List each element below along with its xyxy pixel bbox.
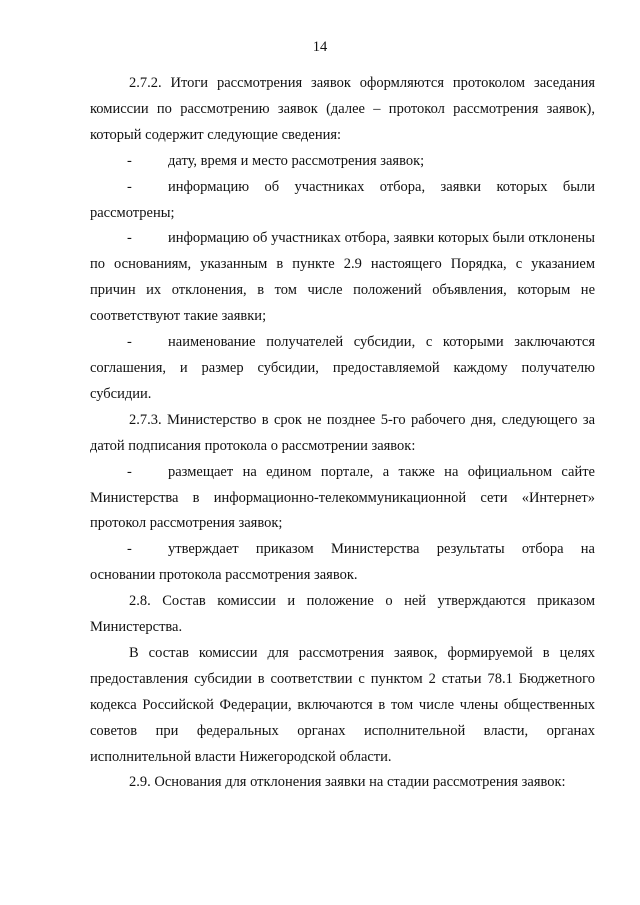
list-item-reviewed-participants (90, 175, 595, 227)
list-item-text: наименование получателей субсидии, с которыми заключаются соглашения, и размер субсидии, предоставляемой каждому получателю субсидии. (90, 334, 595, 402)
list-item-rejected-participants (90, 226, 595, 330)
list-item-publishes-protocol (90, 460, 595, 538)
paragraph-2-7-3: 2.7.3. Министерство в срок не позднее 5-го рабочего дня, следующего за датой подписания протокола о рассмотрении заявок: (90, 411, 595, 454)
page-number: 14 (312, 39, 328, 55)
list-item-approves-results (90, 537, 595, 589)
list-item-text: информацию об участниках отбора, заявки которых были рассмотрены; (90, 178, 595, 221)
list-item-text: размещает на едином портале, а также на официальном сайте Министерства в информационно-телекоммуникационной сети «Интернет» протокол рассмотрения заявок; (90, 463, 595, 532)
list-item-recipients (90, 330, 595, 408)
dash-marker: - (127, 152, 132, 169)
list-item-text: дату, время и место рассмотрения заявок; (168, 152, 425, 169)
list-item-text: утверждает приказом Министерства результаты отбора на основании протокола рассмотрения заявок. (90, 541, 595, 584)
dash-marker: - (127, 230, 132, 247)
paragraph-commission-composition: В состав комиссии для рассмотрения заявок, формируемой в целях предоставления субсидии в соответствии с пунктом 2 статьи 78.1 Бюджетного кодекса Российской Федерации, включаются в том числе члены общественных советов при федеральных органах исполнительной власти, органах исполнительной власти Нижегородской области. (90, 644, 595, 765)
list-item-date-time-place (90, 149, 595, 175)
paragraph-2-9: 2.9. Основания для отклонения заявки на стадии рассмотрения заявок: (129, 774, 566, 791)
dash-marker: - (127, 541, 132, 558)
dash-marker: - (127, 178, 132, 195)
document-body (90, 71, 595, 796)
list-item-text: информацию об участниках отбора, заявки которых были отклонены по основаниям, указанным в пункте 2.9 настоящего Порядка, с указанием причин их отклонения, в том числе положений объявления, которым не соответствуют такие заявки; (90, 230, 595, 325)
paragraph-2-8: 2.8. Состав комиссии и положение о ней утверждаются приказом Министерства. (90, 593, 595, 636)
dash-marker: - (127, 463, 132, 480)
paragraph-2-7-2: 2.7.2. Итоги рассмотрения заявок оформляются протоколом заседания комиссии по рассмотрению заявок (далее – протокол рассмотрения заявок), который содержит следующие сведения: (90, 75, 595, 143)
dash-marker: - (127, 334, 132, 351)
